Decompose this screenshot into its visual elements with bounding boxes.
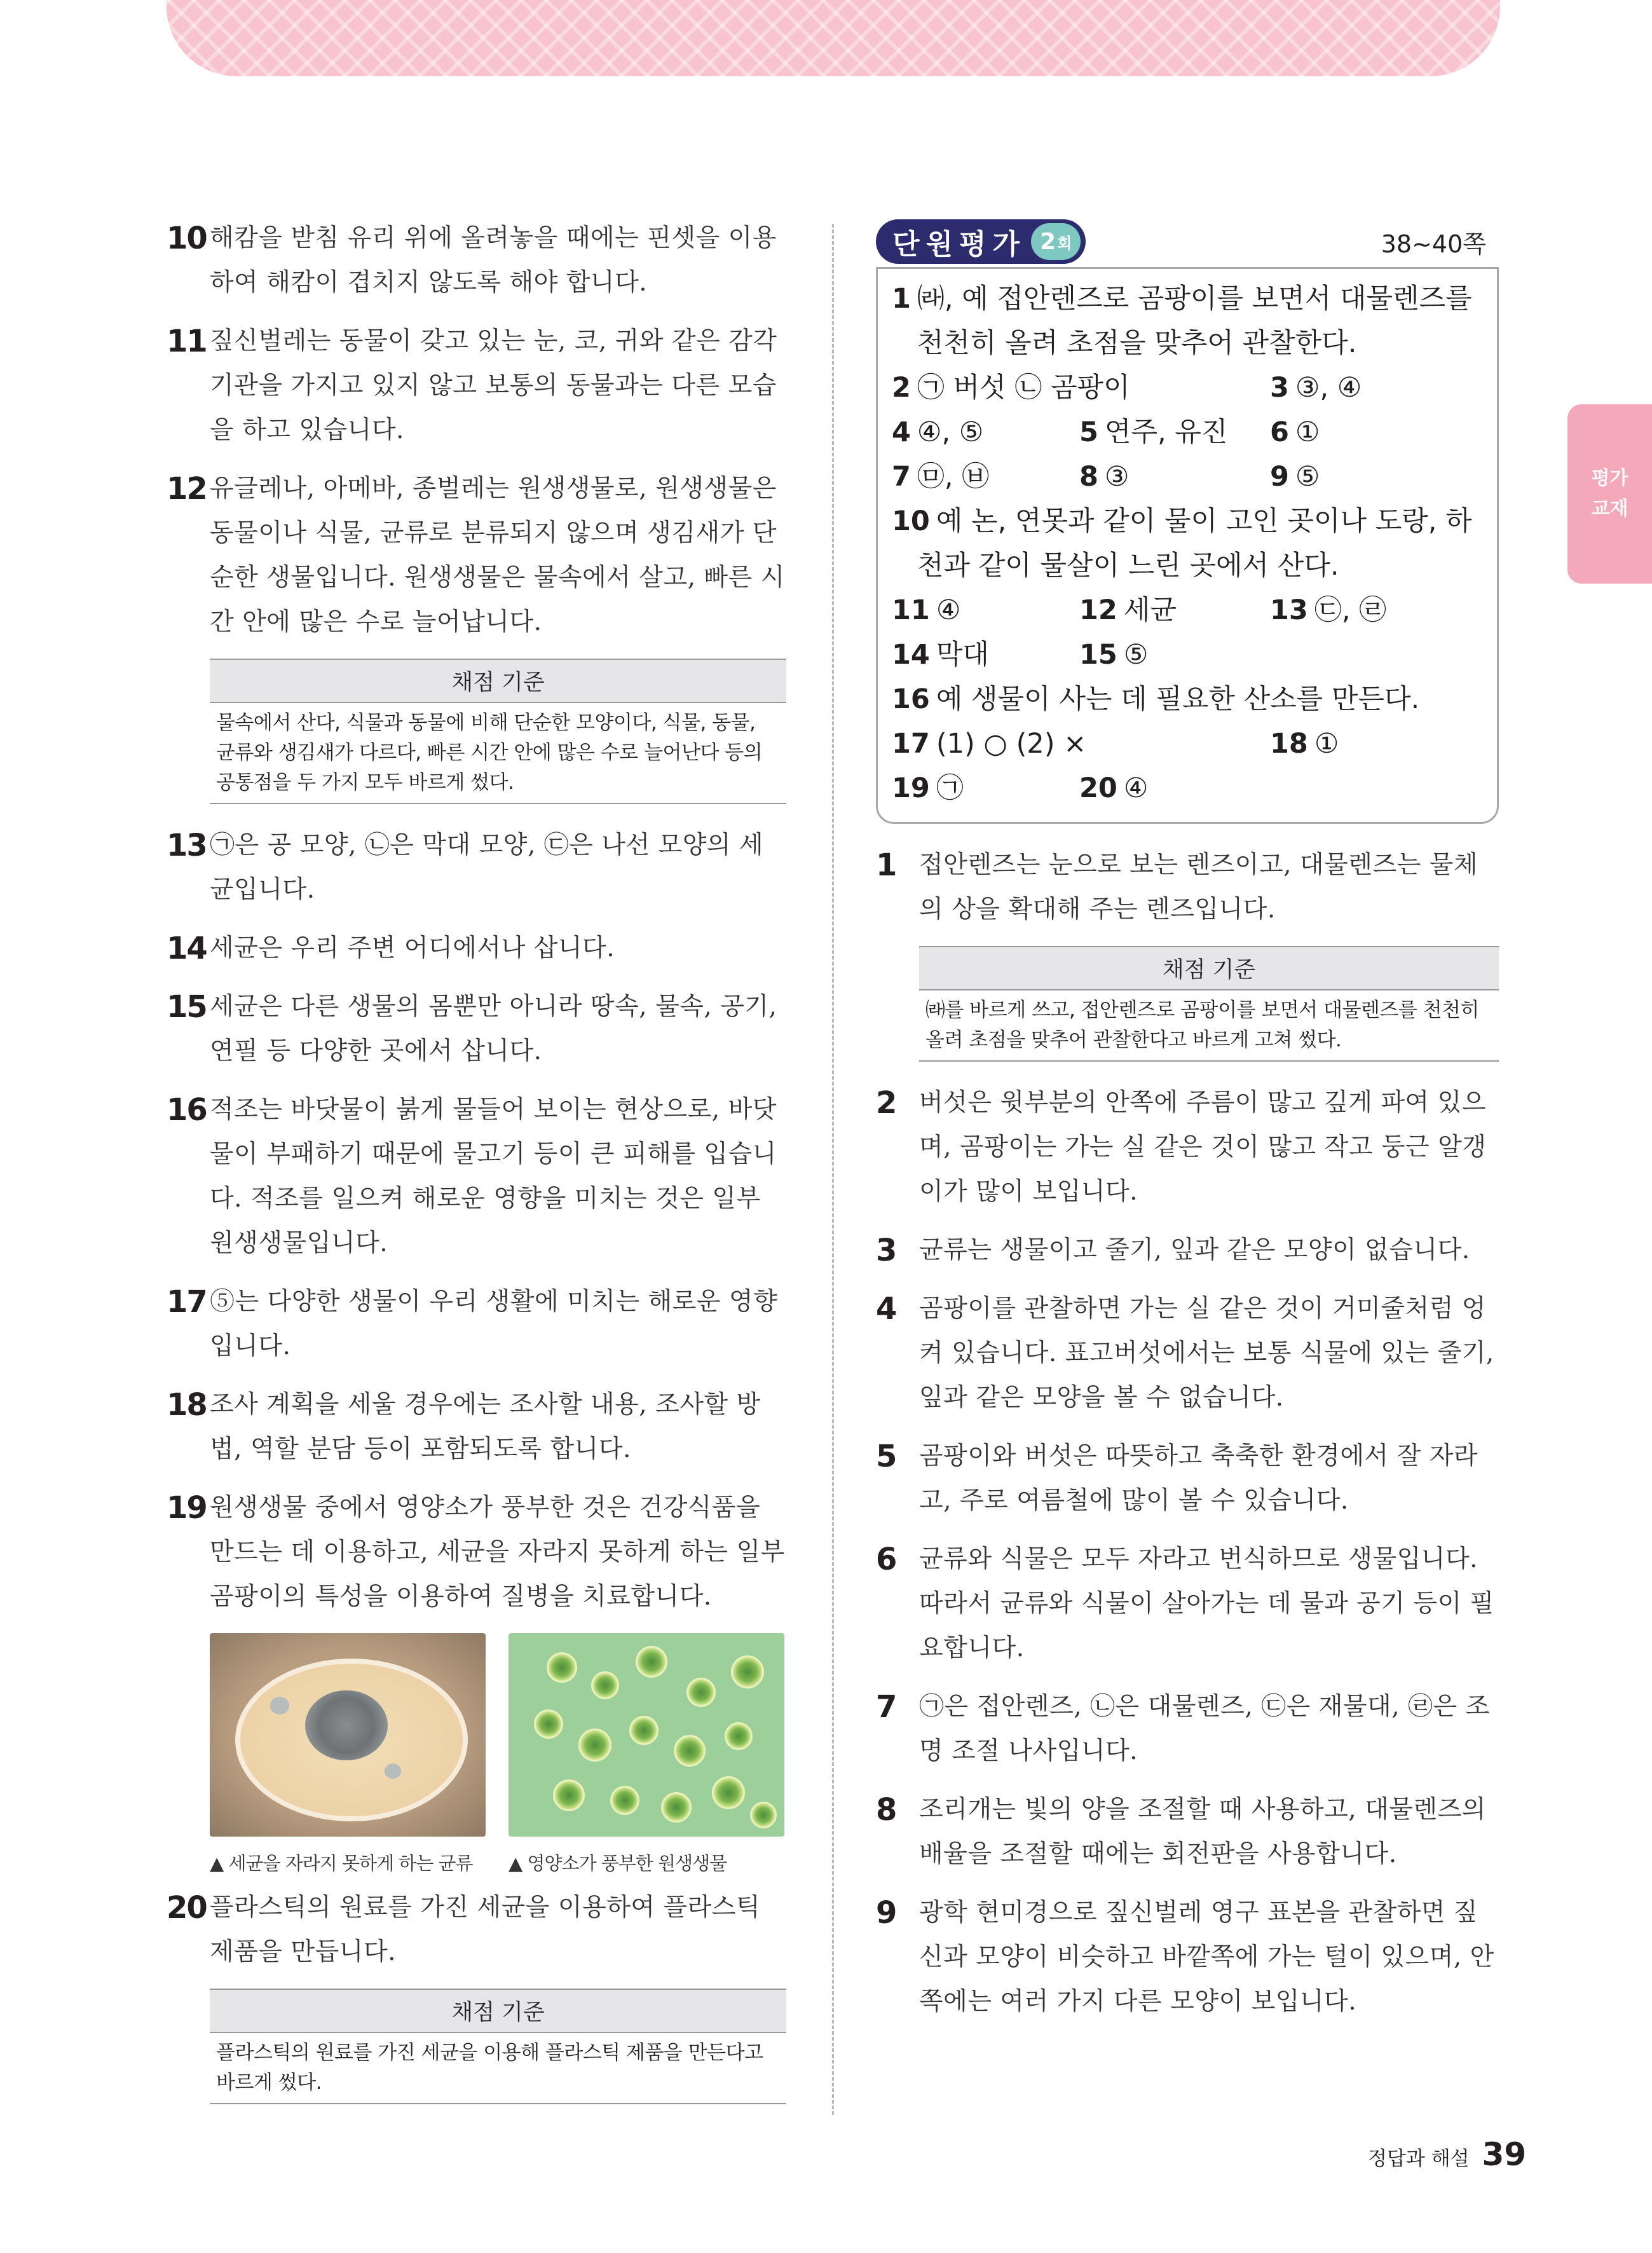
explanation-item [167,823,786,912]
item-text: 곰팡이와 버섯은 따뜻하고 축축한 환경에서 잘 자라고, 주로 여름철에 많이 볼 수 있습니다. [919,1442,1478,1515]
answer-text: ① [1314,728,1339,760]
answer-text: ④, ⑤ [917,416,984,448]
side-tab-line1: 평가 [1591,467,1628,490]
explanation-item [876,1891,1499,2024]
item-text: 적조는 바닷물이 붉게 물들어 보이는 현상으로, 바닷물이 부패하기 때문에 물고기 등이 큰 피해를 입습니다. 적조를 일으켜 해로운 영향을 미치는 것은 일부 원생생물입니다. [210,1095,777,1257]
item-text: 곰팡이를 관찰하면 가는 실 같은 것이 거미줄처럼 엉켜 있습니다. 표고버섯에서는 보통 식물에 있는 줄기, 잎과 같은 모양을 볼 수 없습니다. [919,1294,1494,1412]
criteria-heading: 채점 기준 [919,947,1499,990]
answer-row [892,588,1485,633]
explanation-item [876,1434,1499,1523]
answer-text: ㉠ [936,772,964,804]
page-footer [1368,2136,1526,2173]
item-number: 3 [876,1233,896,1268]
answer-row [892,410,1485,455]
item-text: ㉠은 접안렌즈, ㉡은 대물렌즈, ㉢은 재물대, ㉣은 조명 조절 나사입니다. [919,1692,1490,1765]
item-number: 8 [876,1792,896,1828]
photo-caption: ▲ 세균을 자라지 못하게 하는 균류 [210,1852,473,1874]
answer-row [892,499,1485,588]
page-number: 39 [1482,2136,1527,2173]
item-text: 버섯은 윗부분의 안쪽에 주름이 많고 깊게 파여 있으며, 곰팡이는 가는 실 같은 것이 많고 작고 둥근 알갱이가 많이 보입니다. [919,1088,1487,1206]
item-number: 10 [167,221,207,256]
round-badge [1031,223,1081,260]
answer-text: ⑤ [1123,639,1149,671]
criteria-body: ㈑를 바르게 쓰고, 접안렌즈로 곰팡이를 보면서 대물렌즈를 천천히 올려 초점을 맞추어 관찰한다고 바르게 고쳐 썼다. [925,999,1479,1051]
answer-text: ④ [936,594,961,626]
page-range: 38~40쪽 [1381,229,1486,258]
item-number: 2 [876,1085,896,1121]
answer-number: 13 [1270,594,1308,626]
unit-test-badge [876,219,1086,264]
item-text: 균류는 생물이고 줄기, 잎과 같은 모양이 없습니다. [919,1236,1470,1264]
explanation-item [876,1685,1499,1774]
round-number: 2 [1040,228,1056,255]
answer-number: 9 [1270,461,1289,493]
answer-number: 17 [892,728,930,760]
criteria-heading: 채점 기준 [210,1990,786,2033]
answer-text: 예 생물이 사는 데 필요한 산소를 만든다. [936,683,1420,715]
answer-number: 16 [892,683,930,715]
explanation-item [167,1886,786,1975]
answer-box-header [876,216,1499,267]
explanation-item [167,467,786,645]
item-text: 짚신벌레는 동물이 갖고 있는 눈, 코, 귀와 같은 감각기관을 가지고 있지 않고 보통의 동물과는 다른 모습을 하고 있습니다. [210,327,777,444]
answer-row [892,677,1485,722]
item-number: 4 [876,1291,896,1327]
item-text: ㉠은 공 모양, ㉡은 막대 모양, ㉢은 나선 모양의 세균입니다. [210,831,764,904]
criteria-body: 플라스틱의 원료를 가진 세균을 이용해 플라스틱 제품을 만든다고 바르게 썼다. [216,2041,763,2094]
round-suffix: 회 [1057,234,1072,252]
explanation-item [876,843,1499,932]
item-number: 18 [167,1387,207,1423]
criteria-heading: 채점 기준 [210,660,786,703]
answer-text: ③ [1104,461,1130,493]
explanation-item [167,216,786,305]
item-number: 16 [167,1092,207,1128]
answer-number: 19 [892,772,930,804]
unit-test-label: 단원평가 [892,228,1027,261]
item-number: 13 [167,828,207,863]
item-number: 6 [876,1542,896,1577]
side-tab[interactable] [1567,404,1652,584]
item-text: 세균은 다른 생물의 몸뿐만 아니라 땅속, 물속, 공기, 연필 등 다양한 곳에서 삽니다. [210,992,777,1065]
explanation-item [167,1486,786,1619]
answer-number: 18 [1270,728,1308,760]
criteria-body: 물속에서 산다, 식물과 동물에 비해 단순한 모양이다, 식물, 동물, 균류와 생김새가 다르다, 빠른 시간 안에 많은 수로 늘어난다 등의 공통점을 두 가지 모두 바르게 썼다. [216,711,763,794]
answer-number: 12 [1079,594,1117,626]
answer-text: ㉤, ㉥ [917,461,990,493]
explanation-item [167,985,786,1074]
answer-row [892,277,1485,366]
answer-number: 7 [892,461,911,493]
item-text: 원생생물 중에서 영양소가 풍부한 것은 건강식품을 만드는 데 이용하고, 세균을 자라지 못하게 하는 일부 곰팡이의 특성을 이용하여 질병을 치료합니다. [210,1493,785,1611]
answer-number: 3 [1270,372,1289,404]
item-text: 해캄을 받침 유리 위에 올려놓을 때에는 핀셋을 이용하여 해캄이 겹치지 않도록 해야 합니다. [210,224,777,297]
scoring-criteria [919,946,1499,1062]
answer-number: 20 [1079,772,1117,804]
explanation-item [876,1081,1499,1214]
answer-text: (1) ○ (2) × [936,728,1087,760]
item-text: 균류와 식물은 모두 자라고 번식하므로 생물입니다. 따라서 균류와 식물이 살아가는 데 물과 공기 등이 필요합니다. [919,1545,1494,1662]
right-column [876,216,1499,2038]
answer-row [892,766,1485,811]
item-number: 9 [876,1895,896,1931]
left-column [167,216,786,2123]
scoring-criteria [210,659,786,804]
explanation-item [876,1537,1499,1671]
answer-number: 10 [892,505,930,537]
item-number: 17 [167,1284,207,1320]
explanation-item [167,1383,786,1472]
item-number: 5 [876,1439,896,1474]
answer-text: ④ [1123,772,1149,804]
item-text: 세균은 우리 주변 어디에서나 삽니다. [210,934,615,962]
explanation-item [167,926,786,971]
photo-fungus [210,1633,486,1875]
answer-text: 막대 [936,639,989,671]
answer-number: 11 [892,594,930,626]
item-text: 유글레나, 아메바, 종벌레는 원생생물로, 원생생물은 동물이나 식물, 균류로 분류되지 않으며 생김새가 단순한 생물입니다. 원생생물은 물속에서 살고, 빠른 시간 안에 많은 수로 늘어납니다. [210,474,785,636]
scoring-criteria [210,1989,786,2104]
item-number: 20 [167,1890,207,1926]
column-divider [832,224,834,2115]
answer-text: 예 논, 연못과 같이 물이 고인 곳이나 도랑, 하천과 같이 물살이 느린 곳에서 산다. [917,505,1472,582]
answer-row [892,633,1485,677]
photo-row [210,1633,786,1875]
item-text: 조리개는 빛의 양을 조절할 때 사용하고, 대물렌즈의 배율을 조절할 때에는 회전판을 사용합니다. [919,1795,1486,1868]
photo-caption: ▲ 영양소가 풍부한 원생생물 [509,1852,727,1874]
explanation-item [876,1788,1499,1877]
answer-number: 1 [892,283,911,315]
item-text: 광학 현미경으로 짚신벌레 영구 표본을 관찰하면 짚신과 모양이 비슷하고 바깥쪽에 가는 털이 있으며, 안쪽에는 여러 가지 다른 모양이 보입니다. [919,1898,1494,2016]
answer-text: ③, ④ [1295,372,1362,404]
answer-number: 14 [892,639,930,671]
explanation-item [876,1228,1499,1273]
answer-text: ㉠ 버섯 ㉡ 곰팡이 [917,372,1130,404]
answer-row [892,722,1485,766]
side-tab-line2: 교재 [1591,498,1628,520]
item-number: 7 [876,1689,896,1725]
answer-text: ㈑, 예 접안렌즈로 곰팡이를 보면서 대물렌즈를 천천히 올려 초점을 맞추어 관찰한다. [917,283,1472,359]
answer-text: ⑤ [1295,461,1320,493]
petri-dish-image [210,1633,486,1837]
answer-text: 세균 [1123,594,1177,626]
explanation-item [167,319,786,453]
item-number: 12 [167,471,207,507]
item-text: ⑤는 다양한 생물이 우리 생활에 미치는 해로운 영향입니다. [210,1287,778,1360]
answer-number: 2 [892,372,911,404]
answer-row [892,455,1485,499]
item-number: 14 [167,931,207,966]
answer-box [876,267,1499,824]
explanation-item [876,1287,1499,1420]
answer-number: 15 [1079,639,1117,671]
item-text: 조사 계획을 세울 경우에는 조사할 내용, 조사할 방법, 역할 분담 등이 포함되도록 합니다. [210,1390,761,1463]
photo-protist [509,1633,784,1875]
answer-text: 연주, 유진 [1104,416,1228,448]
explanation-item [167,1280,786,1369]
answer-number: 8 [1079,461,1098,493]
answer-row [892,366,1485,410]
explanation-item [167,1088,786,1266]
item-text: 접안렌즈는 눈으로 보는 렌즈이고, 대물렌즈는 물체의 상을 확대해 주는 렌즈입니다. [919,851,1478,924]
item-number: 15 [167,989,207,1025]
footer-label: 정답과 해설 [1368,2147,1470,2170]
item-number: 11 [167,324,207,359]
top-banner [167,0,1500,76]
item-number: 1 [876,847,896,883]
answer-text: ① [1295,416,1320,448]
item-text: 플라스틱의 원료를 가진 세균을 이용하여 플라스틱 제품을 만듭니다. [210,1893,761,1966]
answer-number: 6 [1270,416,1289,448]
protist-micrograph-image [509,1633,784,1837]
answer-number: 4 [892,416,911,448]
answer-text: ㉢, ㉣ [1314,594,1387,626]
item-number: 19 [167,1490,207,1526]
answer-number: 5 [1079,416,1098,448]
